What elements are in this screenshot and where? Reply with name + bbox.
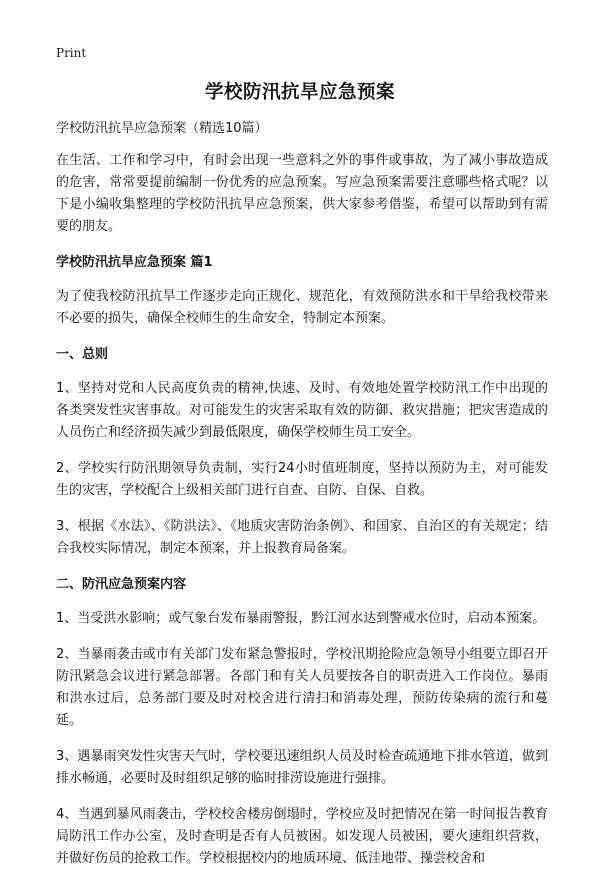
paragraph-plan-3: 3、遇暴雨突发性灾害天气时，学校要迅速组织人员及时检查疏通地下排水管道，做到排水畅通，必要时及时组织足够的临时排涝设施进行强排。 <box>56 749 548 786</box>
section-intro-paragraph: 为了使我校防汛抗旱工作逐步走向正规化、规范化，有效预防洪水和干旱给我校带来不必要的损失，确保全校师生的生命安全，特制定本预案。 <box>56 289 548 326</box>
intro-paragraph: 在生活、工作和学习中，有时会出现一些意料之外的事件或事故，为了减小事故造成的危害，常常要提前编制一份优秀的应急预案。写应急预案需要注意哪些格式呢？以下是小编收集整理的学校防汛抗旱应急预案，供大家参考借鉴，希望可以帮助到有需要的朋友。 <box>56 153 548 234</box>
document-body <box>56 118 548 884</box>
paragraph-principle-1: 1、坚持对党和人民高度负责的精神,快速、及时、有效地处置学校防汛工作中出现的各类突发性灾害事故。对可能发生的灾害采取有效的防御、救灾措施；把灾害造成的人员伤亡和经济损失减少到最低限度，确保学校师生员工安全。 <box>56 381 548 440</box>
heading-general-principles: 一、总则 <box>56 347 109 362</box>
document-subtitle: 学校防汛抗旱应急预案（精选10篇） <box>56 121 268 136</box>
paragraph-principle-3: 3、根据《水法》、《防洪法》、《地质灾害防治条例》、和国家、自治区的有关规定；结合我校实际情况，制定本预案，并上报教育局备案。 <box>56 519 548 556</box>
page-title: 学校防汛抗旱应急预案 <box>204 82 395 103</box>
paragraph-plan-4: 4、当遇到暴风雨袭击，学校校舍楼房倒塌时，学校应及时把情况在第一时间报告教育局防汛工作办公室，及时查明是否有人员被困。如发现人员被困，要火速组织营救，并做好伤员的抢救工作。学校根据校内的地质环境、低洼地带、操尝校舍和 <box>56 807 548 866</box>
print-link[interactable]: Print <box>56 46 87 60</box>
paragraph-plan-1: 1、当受洪水影响；或气象台发布暴雨警报，黔江河水达到警戒水位时，启动本预案。 <box>56 611 546 626</box>
paragraph-plan-2: 2、当暴雨袭击或市有关部门发布紧急警报时，学校汛期抢险应急领导小组要立即召开防汛紧急会议进行紧急部署。各部门和有关人员要按各自的职责进入工作岗位。暴雨和洪水过后，总务部门要及时对校舍进行清扫和消毒处理，预防传染病的流行和蔓延。 <box>56 647 548 728</box>
paragraph-principle-2: 2、学校实行防汛期领导负责制，实行24小时值班制度，坚持以预防为主，对可能发生的灾害，学校配合上级相关部门进行自查、自防、自保、自救。 <box>56 461 548 498</box>
section-title: 学校防汛抗旱应急预案 篇1 <box>56 255 213 270</box>
heading-plan-content: 二、防汛应急预案内容 <box>56 577 187 592</box>
